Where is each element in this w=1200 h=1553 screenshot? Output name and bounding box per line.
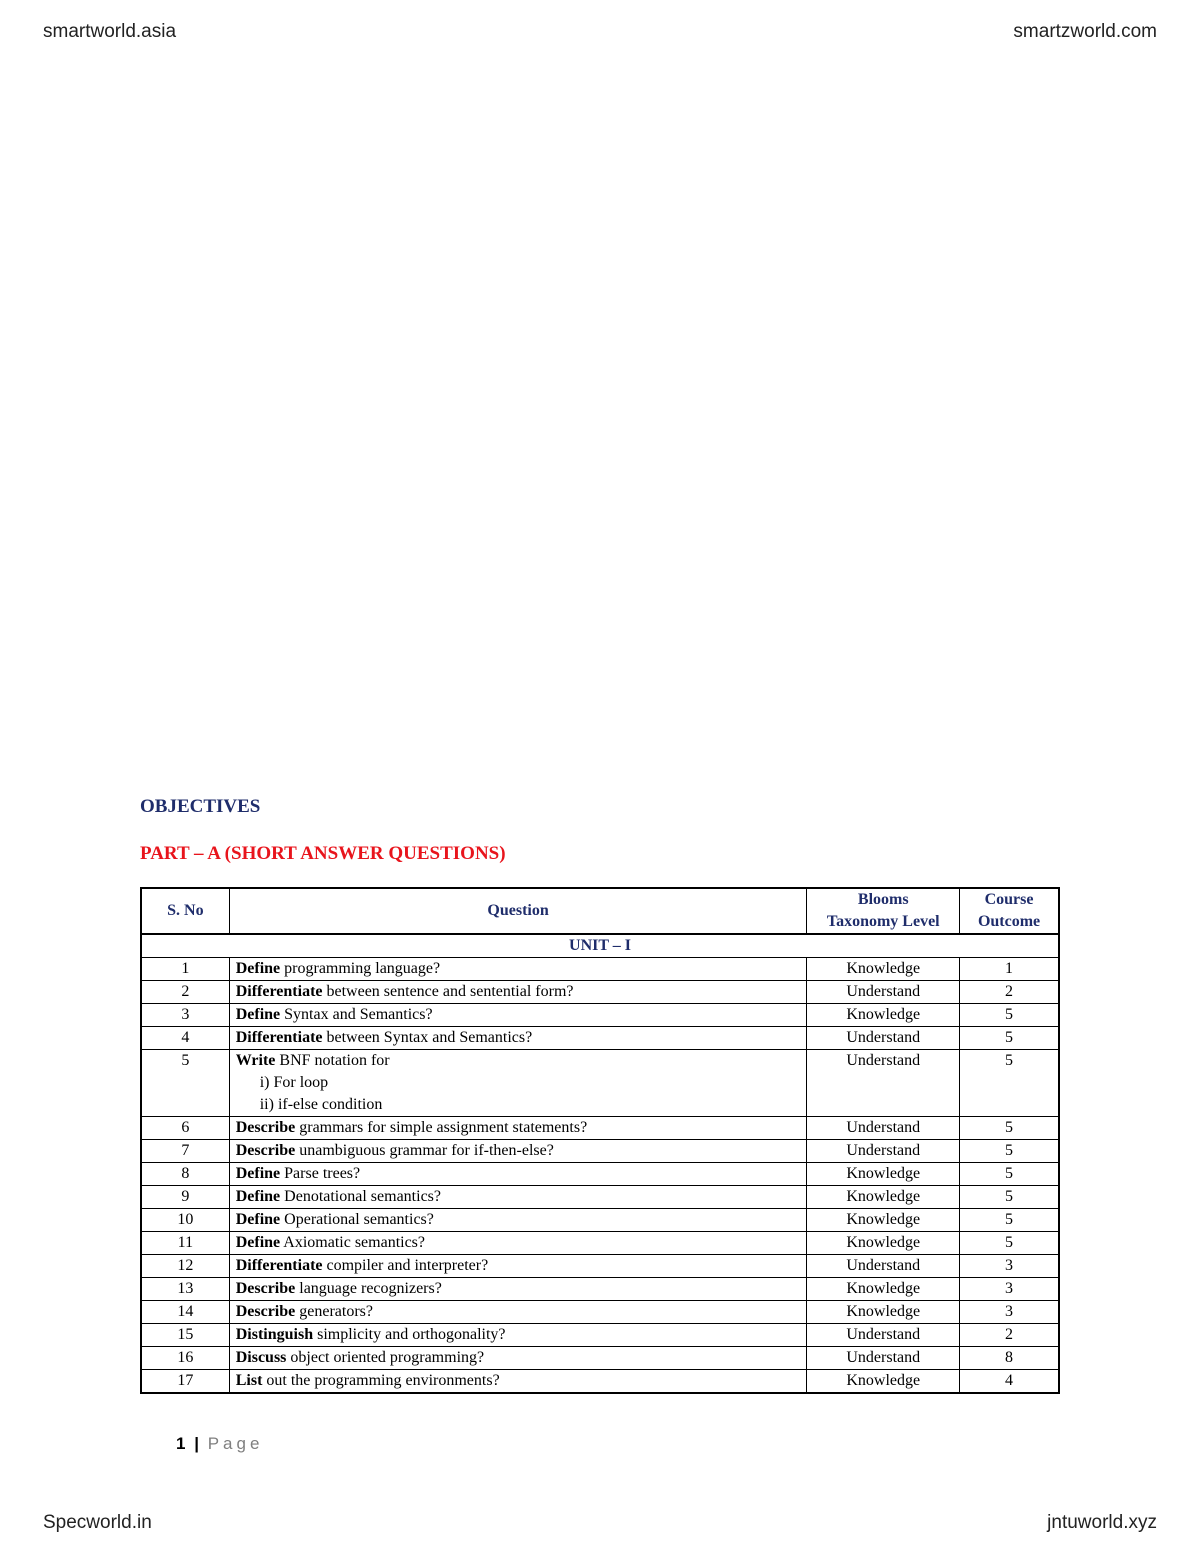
cell-blooms-level: Knowledge [807, 1209, 960, 1232]
cell-course-outcome: 2 [960, 1324, 1059, 1347]
question-text: unambiguous grammar for if-then-else? [295, 1142, 554, 1159]
cell-question [229, 981, 807, 1004]
question-text: BNF notation for [275, 1052, 390, 1069]
unit-label: UNIT – I [141, 934, 1059, 958]
question-text: Axiomatic semantics? [280, 1234, 426, 1251]
cell-blooms-level: Understand [807, 1255, 960, 1278]
cell-blooms-level: Understand [807, 1140, 960, 1163]
cell-question [229, 1370, 807, 1394]
cell-sno: 12 [141, 1255, 229, 1278]
cell-question [229, 1050, 807, 1117]
question-text: simplicity and orthogonality? [313, 1326, 506, 1343]
cell-question [229, 1163, 807, 1186]
cell-blooms-level: Knowledge [807, 958, 960, 981]
cell-question [229, 958, 807, 981]
table-row [141, 981, 1059, 1004]
question-text: out the programming environments? [262, 1372, 500, 1389]
cell-blooms-level: Knowledge [807, 1278, 960, 1301]
cell-blooms-level: Knowledge [807, 1163, 960, 1186]
table-row [141, 1255, 1059, 1278]
question-verb: Describe [235, 1142, 296, 1159]
cell-course-outcome: 3 [960, 1301, 1059, 1324]
question-verb: Describe [235, 1280, 296, 1297]
cell-sno: 13 [141, 1278, 229, 1301]
cell-course-outcome: 3 [960, 1278, 1059, 1301]
question-verb: List [235, 1372, 263, 1389]
question-verb: Differentiate [235, 983, 323, 1000]
table-row [141, 1050, 1059, 1117]
question-verb: Define [235, 1234, 281, 1251]
cell-question [229, 1140, 807, 1163]
watermark-top-left: smartworld.asia [43, 21, 177, 42]
question-verb: Define [235, 1188, 281, 1205]
cell-blooms-level: Knowledge [807, 1186, 960, 1209]
question-subitem: ii) if-else condition [259, 1096, 383, 1113]
question-verb: Differentiate [235, 1029, 323, 1046]
section-heading: OBJECTIVES [140, 796, 261, 817]
header-course-line1: Course [984, 891, 1034, 908]
cell-sno: 17 [141, 1370, 229, 1394]
cell-sno: 11 [141, 1232, 229, 1255]
question-verb: Describe [235, 1303, 296, 1320]
header-blooms [807, 888, 960, 934]
question-subitem: i) For loop [259, 1074, 329, 1091]
table-row [141, 958, 1059, 981]
question-text: between sentence and sentential form? [322, 983, 574, 1000]
cell-question [229, 1324, 807, 1347]
cell-blooms-level: Knowledge [807, 1004, 960, 1027]
table-row [141, 1186, 1059, 1209]
cell-sno: 6 [141, 1117, 229, 1140]
cell-blooms-level: Understand [807, 1324, 960, 1347]
cell-question [229, 1232, 807, 1255]
cell-sno: 10 [141, 1209, 229, 1232]
cell-course-outcome: 1 [960, 958, 1059, 981]
cell-blooms-level: Knowledge [807, 1301, 960, 1324]
table-row [141, 1278, 1059, 1301]
table-row [141, 1140, 1059, 1163]
unit-row [141, 934, 1059, 958]
cell-course-outcome: 5 [960, 1027, 1059, 1050]
table-row [141, 1232, 1059, 1255]
cell-question [229, 1117, 807, 1140]
page-footer [176, 1434, 263, 1454]
cell-course-outcome: 5 [960, 1140, 1059, 1163]
cell-course-outcome: 5 [960, 1232, 1059, 1255]
header-course-outcome [960, 888, 1059, 934]
cell-sno: 16 [141, 1347, 229, 1370]
header-question: Question [229, 888, 807, 934]
questions-table [140, 887, 1060, 1394]
question-text: object oriented programming? [286, 1349, 485, 1366]
cell-question [229, 1027, 807, 1050]
watermark-bottom-right: jntuworld.xyz [1047, 1512, 1157, 1533]
question-verb: Write [235, 1052, 276, 1069]
cell-question [229, 1301, 807, 1324]
cell-question [229, 1209, 807, 1232]
question-verb: Define [235, 1165, 281, 1182]
cell-course-outcome: 8 [960, 1347, 1059, 1370]
cell-blooms-level: Understand [807, 1117, 960, 1140]
cell-sno: 14 [141, 1301, 229, 1324]
cell-course-outcome: 5 [960, 1117, 1059, 1140]
table-row [141, 1370, 1059, 1394]
cell-course-outcome: 5 [960, 1186, 1059, 1209]
question-text: Parse trees? [280, 1165, 361, 1182]
question-verb: Define [235, 1211, 281, 1228]
cell-sno: 9 [141, 1186, 229, 1209]
cell-blooms-level: Understand [807, 1050, 960, 1117]
question-verb: Discuss [235, 1349, 287, 1366]
cell-sno: 7 [141, 1140, 229, 1163]
cell-sno: 15 [141, 1324, 229, 1347]
question-text: Syntax and Semantics? [280, 1006, 433, 1023]
table-header-row [141, 888, 1059, 934]
table-row [141, 1027, 1059, 1050]
cell-sno: 8 [141, 1163, 229, 1186]
page-separator: | [194, 1434, 199, 1453]
cell-sno: 3 [141, 1004, 229, 1027]
cell-course-outcome: 2 [960, 981, 1059, 1004]
table-row [141, 1347, 1059, 1370]
page-word: Page [207, 1434, 264, 1453]
cell-blooms-level: Knowledge [807, 1232, 960, 1255]
cell-course-outcome: 5 [960, 1209, 1059, 1232]
header-course-line2: Outcome [977, 913, 1041, 930]
watermark-top-right: smartzworld.com [1013, 21, 1157, 42]
cell-sno: 2 [141, 981, 229, 1004]
cell-blooms-level: Understand [807, 1027, 960, 1050]
table-row [141, 1117, 1059, 1140]
page-number: 1 [176, 1434, 186, 1453]
table-row [141, 1209, 1059, 1232]
question-text: compiler and interpreter? [322, 1257, 489, 1274]
cell-question [229, 1278, 807, 1301]
cell-blooms-level: Knowledge [807, 1370, 960, 1394]
part-heading: PART – A (SHORT ANSWER QUESTIONS) [140, 843, 506, 864]
cell-course-outcome: 5 [960, 1050, 1059, 1117]
cell-course-outcome: 4 [960, 1370, 1059, 1394]
cell-sno: 5 [141, 1050, 229, 1117]
header-blooms-line2: Taxonomy Level [826, 913, 940, 930]
cell-course-outcome: 3 [960, 1255, 1059, 1278]
cell-blooms-level: Understand [807, 1347, 960, 1370]
cell-course-outcome: 5 [960, 1163, 1059, 1186]
question-verb: Differentiate [235, 1257, 323, 1274]
question-text: between Syntax and Semantics? [322, 1029, 533, 1046]
question-verb: Describe [235, 1119, 296, 1136]
question-text: generators? [295, 1303, 373, 1320]
question-text: grammars for simple assignment statements? [295, 1119, 588, 1136]
question-text: programming language? [280, 960, 441, 977]
cell-question [229, 1347, 807, 1370]
cell-question [229, 1004, 807, 1027]
question-verb: Distinguish [235, 1326, 314, 1343]
question-verb: Define [235, 960, 281, 977]
question-text: Denotational semantics? [280, 1188, 441, 1205]
table-row [141, 1301, 1059, 1324]
header-sno: S. No [141, 888, 229, 934]
table-row [141, 1324, 1059, 1347]
cell-blooms-level: Understand [807, 981, 960, 1004]
cell-sno: 4 [141, 1027, 229, 1050]
cell-course-outcome: 5 [960, 1004, 1059, 1027]
question-text: language recognizers? [295, 1280, 442, 1297]
question-verb: Define [235, 1006, 281, 1023]
cell-sno: 1 [141, 958, 229, 981]
table-row [141, 1163, 1059, 1186]
question-text: Operational semantics? [280, 1211, 434, 1228]
watermark-bottom-left: Specworld.in [43, 1512, 152, 1533]
cell-question [229, 1186, 807, 1209]
header-blooms-line1: Blooms [857, 891, 909, 908]
table-row [141, 1004, 1059, 1027]
cell-question [229, 1255, 807, 1278]
